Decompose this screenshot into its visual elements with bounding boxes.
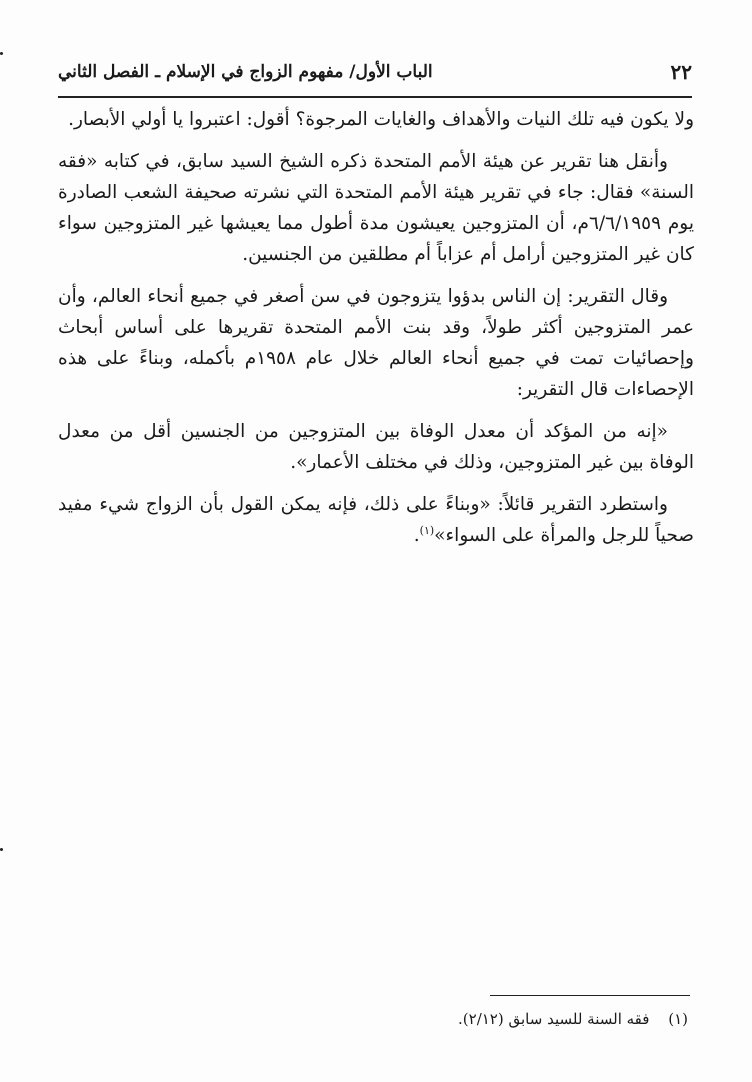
footnote-number: (١) <box>668 1010 688 1028</box>
footnote-rule <box>490 995 690 996</box>
paragraph: «إنه من المؤكد أن معدل الوفاة بين المتزوجين من الجنسين أقل من معدل الوفاة بين غير المتزوجين، وذلك في مختلف الأعمار». <box>58 421 694 473</box>
header-rule <box>58 96 692 98</box>
paragraph: وقال التقرير: إن الناس بدؤوا يتزوجون في سن أصغر في جميع أنحاء العالم، وأن عمر المتزوجين أكثر طولاً، وقد بنت الأمم المتحدة تقريرها على أساس أبحاث وإحصائيات تمت في جميع أنحاء العالم خلال عام ١٩٥٨م بأكمله، وبناءً على هذه الإحصاءات قال التقرير: <box>58 286 694 400</box>
scan-speck <box>0 848 3 851</box>
page-number: ٢٢ <box>670 60 692 84</box>
paragraph: ولا يكون فيه تلك النيات والأهداف والغايات المرجوة؟ أقول: اعتبروا يا أولي الأبصار. <box>68 109 694 130</box>
paragraph: وأنقل هنا تقرير عن هيئة الأمم المتحدة ذكره الشيخ السيد سابق، في كتابه «فقه السنة» فقال: جاء في تقرير هيئة الأمم المتحدة التي نشرته صحيفة الشعب الصادرة يوم ٦/٦/١٩٥٩م، أن المتزوجين يعيشون مدة أطول مما يعيشها غير المتزوجين سواء كان غير المتزوجين أرامل أم عزاباً أم مطلقين من الجنسين. <box>58 151 694 265</box>
footnote <box>58 1008 688 1030</box>
running-title: الباب الأول/ مفهوم الزواج في الإسلام ـ الفصل الثاني <box>58 62 433 82</box>
body-text <box>58 104 694 562</box>
page-header <box>58 58 692 92</box>
paragraph: واستطرد التقرير قائلاً: «وبناءً على ذلك، فإنه يمكن القول بأن الزواج شيء مفيد صحياً للرجل والمرأة على السواء»$^{(١)}$. <box>58 494 694 546</box>
scan-speck <box>0 52 3 55</box>
footnote-text: فقه السنة للسيد سابق (٢/١٢). <box>458 1010 650 1028</box>
footnote-reference: (١) <box>419 523 435 537</box>
